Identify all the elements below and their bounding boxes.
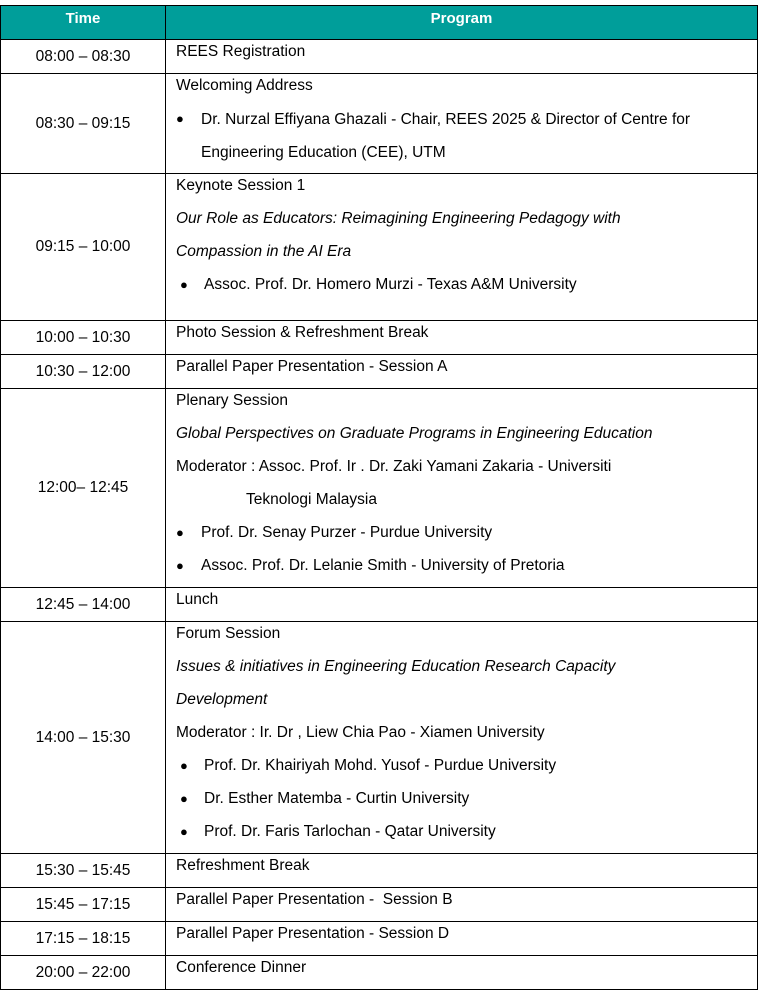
program-column-header: Program [166,6,758,40]
bullet-icon: ● [180,277,188,292]
table-row [1,588,758,622]
table-row [1,74,758,174]
table-row [1,321,758,355]
speaker-name: Assoc. Prof. Dr. Lelanie Smith - University of Pretoria [201,557,565,574]
speaker-name: Assoc. Prof. Dr. Homero Murzi - Texas A&M University [204,276,577,293]
table-row [1,355,758,389]
program-cell [166,174,758,321]
table-row [1,174,758,321]
program-cell [166,74,758,174]
program-item: REES Registration [176,43,306,60]
program-cell [166,355,758,389]
session-title: Keynote Session 1 [176,177,306,194]
time-cell: 12:45 – 14:00 [1,588,166,622]
table-row [1,956,758,990]
time-column-header: Time [1,6,166,40]
time-cell: 09:15 – 10:00 [1,174,166,321]
table-header-row [1,6,758,40]
time-cell: 10:30 – 12:00 [1,355,166,389]
time-cell: 14:00 – 15:30 [1,622,166,854]
time-cell: 20:00 – 22:00 [1,956,166,990]
program-item: Photo Session & Refreshment Break [176,324,429,341]
speaker-item [176,787,757,820]
program-cell [166,588,758,622]
bullet-icon: ● [176,525,184,540]
program-item: Parallel Paper Presentation - Session B [176,891,453,908]
speaker-name: Dr. Nurzal Effiyana Ghazali - Chair, REES 2025 & Director of Centre for Engineering Education (CEE), UTM [201,111,691,161]
program-item: Parallel Paper Presentation - Session A [176,358,448,375]
table-row [1,854,758,888]
time-cell: 10:00 – 10:30 [1,321,166,355]
moderator-line-cont: Teknologi Malaysia [246,491,377,508]
moderator-line: Moderator : Ir. Dr , Liew Chia Pao - Xiamen University [176,724,545,741]
program-item: Lunch [176,591,219,608]
session-title: Forum Session [176,625,281,642]
speaker-name: Prof. Dr. Faris Tarlochan - Qatar University [204,823,496,840]
speaker-item [176,273,757,320]
program-cell [166,622,758,854]
table-row [1,40,758,74]
bullet-icon: ● [180,758,188,773]
table-row [1,622,758,854]
bullet-icon: ● [180,791,188,806]
time-cell: 15:45 – 17:15 [1,888,166,922]
speaker-name: Prof. Dr. Senay Purzer - Purdue University [201,524,493,541]
program-cell [166,321,758,355]
time-cell: 08:00 – 08:30 [1,40,166,74]
table-row [1,389,758,588]
bullet-icon: ● [176,111,184,126]
session-topic-cont: Development [176,691,268,708]
program-item: Refreshment Break [176,857,310,874]
program-cell [166,40,758,74]
speaker-name: Prof. Dr. Khairiyah Mohd. Yusof - Purdue University [204,757,557,774]
speaker-name: Dr. Esther Matemba - Curtin University [204,790,470,807]
program-item: Parallel Paper Presentation - Session D [176,925,450,942]
bullet-icon: ● [176,558,184,573]
program-cell [166,389,758,588]
time-cell: 17:15 – 18:15 [1,922,166,956]
session-topic: Global Perspectives on Graduate Programs in Engineering Education [176,425,653,442]
time-cell: 12:00– 12:45 [1,389,166,588]
bullet-icon: ● [180,824,188,839]
speaker-item [176,754,757,787]
table-row [1,922,758,956]
program-cell [166,956,758,990]
session-title: Plenary Session [176,392,289,409]
session-topic-cont: Compassion in the AI Era [176,243,352,260]
speaker-item [176,521,757,554]
program-cell [166,922,758,956]
program-cell [166,888,758,922]
moderator-line: Moderator : Assoc. Prof. Ir . Dr. Zaki Yamani Zakaria - Universiti [176,458,612,475]
time-cell: 08:30 – 09:15 [1,74,166,174]
session-title: Welcoming Address [176,77,313,94]
session-topic: Our Role as Educators: Reimagining Engineering Pedagogy with [176,210,621,227]
program-cell [166,854,758,888]
speaker-item [176,107,757,173]
table-row [1,888,758,922]
program-schedule-table [0,5,758,990]
session-topic: Issues & initiatives in Engineering Education Research Capacity [176,658,616,675]
speaker-item [176,820,757,853]
program-item: Conference Dinner [176,959,307,976]
speaker-item [176,554,757,587]
time-cell: 15:30 – 15:45 [1,854,166,888]
